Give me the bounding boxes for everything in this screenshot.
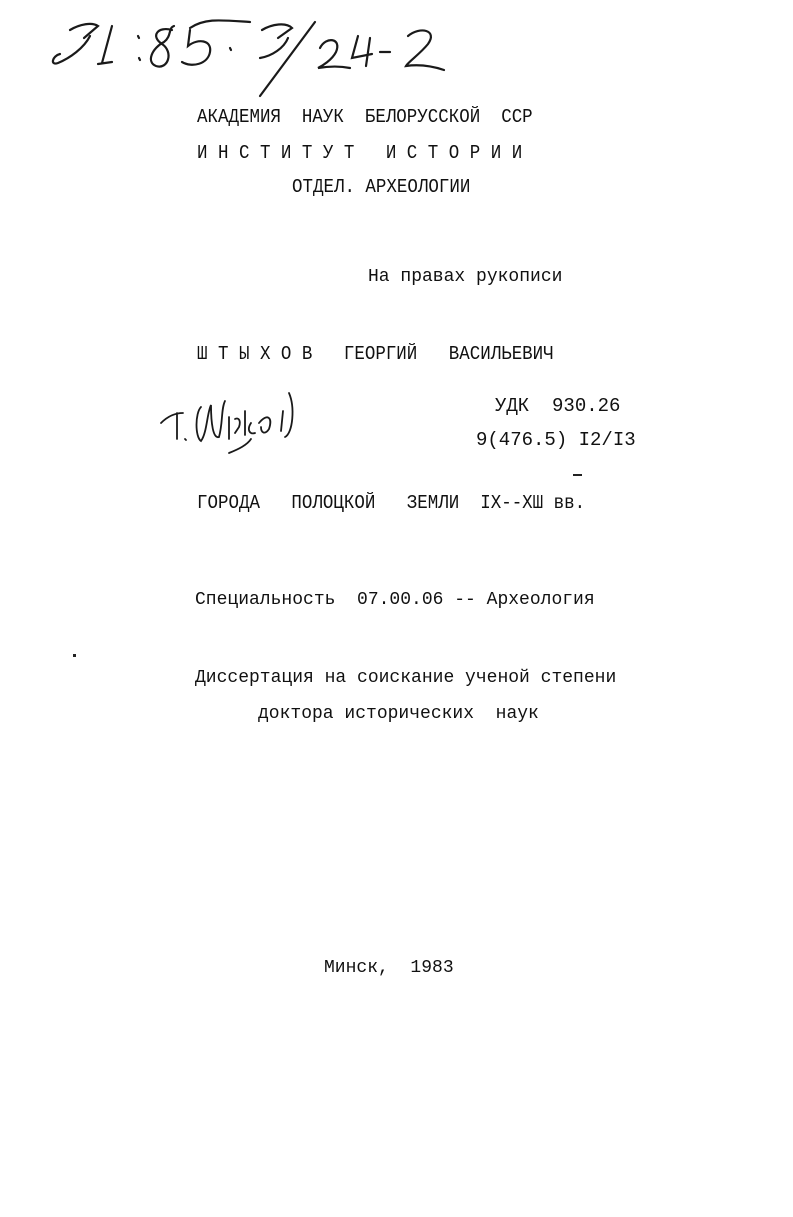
- place-and-year: Минск, 1983: [324, 958, 454, 978]
- overline-mark: [573, 474, 582, 476]
- department-heading: ОТДЕЛ. АРХЕОЛОГИИ: [292, 176, 471, 198]
- dissertation-degree-line-1: Диссертация на соискание ученой степени: [195, 668, 617, 688]
- bbk-code: 9(476.5) I2/I3: [476, 429, 636, 451]
- manuscript-rights-note: На правах рукописи: [368, 267, 563, 287]
- handwritten-catalog-number: [40, 8, 470, 103]
- dissertation-title: ГОРОДА ПОЛОЦКОЙ ЗЕМЛИ IX--XШ вв.: [197, 492, 586, 514]
- academy-heading: АКАДЕМИЯ НАУК БЕЛОРУССКОЙ ССР: [197, 106, 533, 128]
- udk-code: УДК 930.26: [495, 395, 621, 417]
- stray-mark: [73, 654, 76, 657]
- handwritten-signature: [155, 383, 315, 463]
- author-name: Ш Т Ы Х О В ГЕОРГИЙ ВАСИЛЬЕВИЧ: [197, 343, 554, 365]
- dissertation-degree-line-2: доктора исторических наук: [258, 704, 539, 724]
- institute-heading: И Н С Т И Т У Т И С Т О Р И И: [197, 142, 523, 164]
- specialty-line: Специальность 07.00.06 -- Археология: [195, 590, 595, 610]
